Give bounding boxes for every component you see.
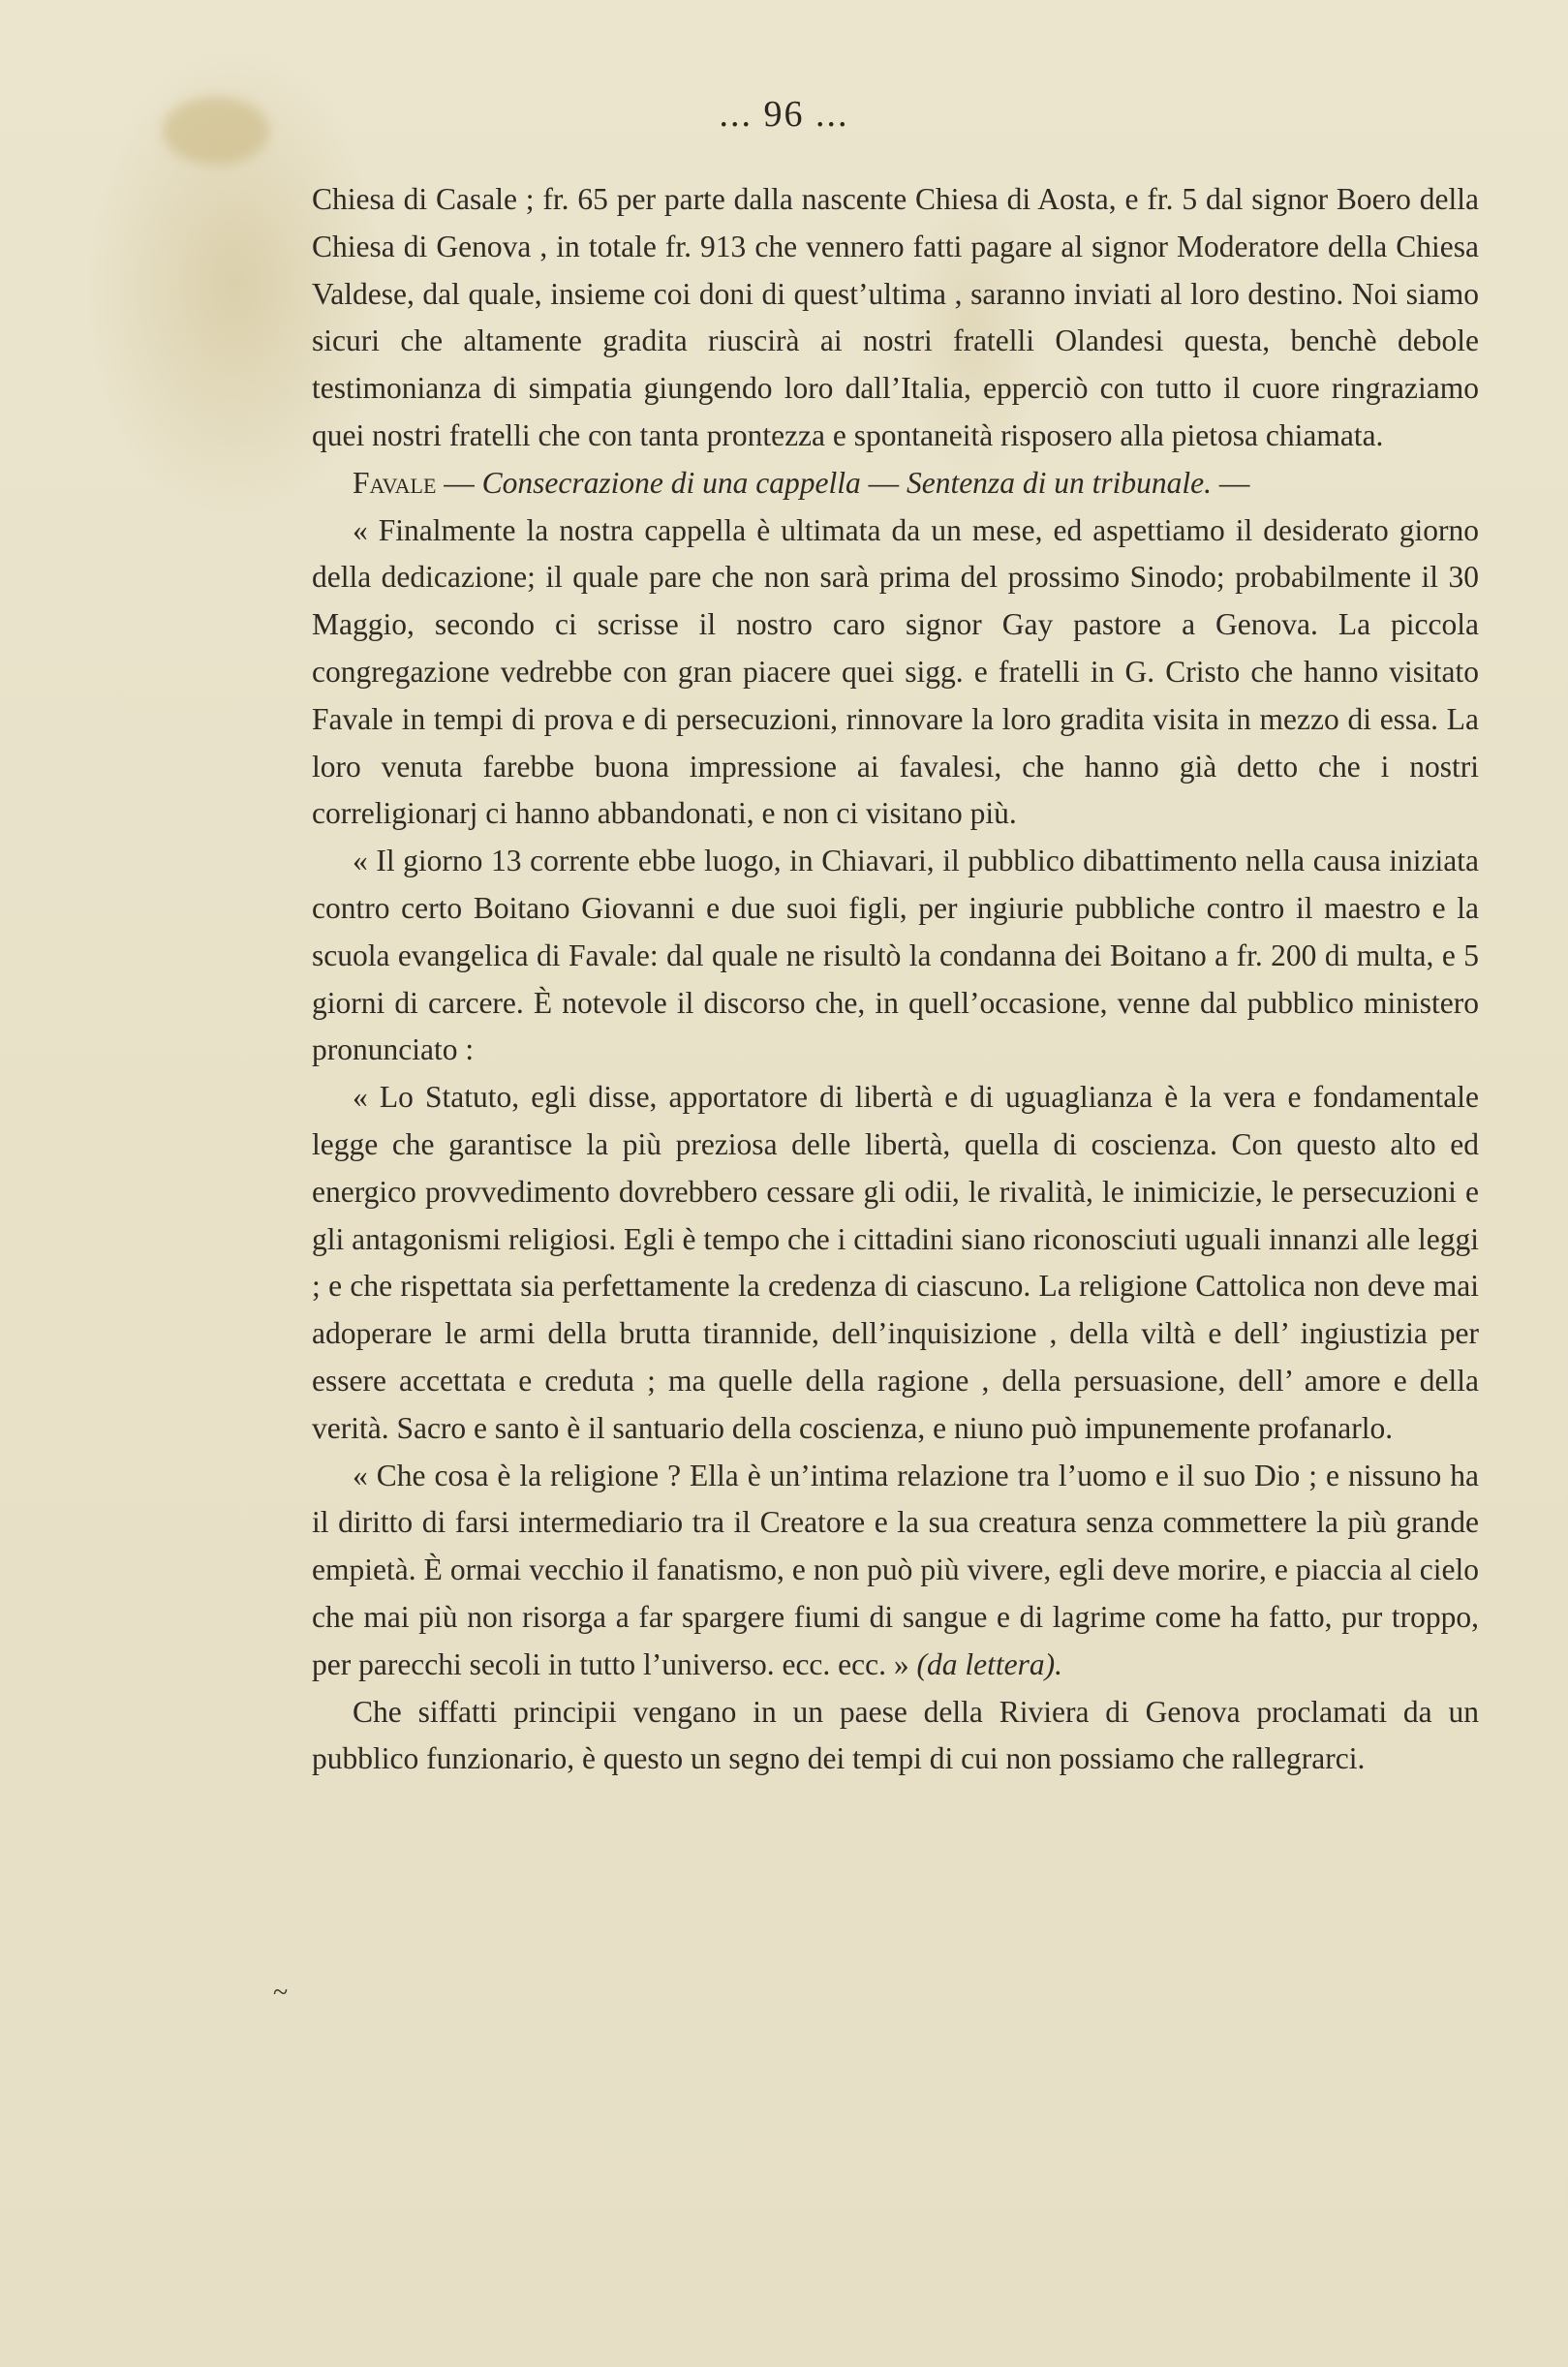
- heading-place: Favale: [353, 465, 437, 500]
- heading-dash: —: [860, 465, 907, 500]
- page-number: ... 96 ...: [719, 94, 849, 135]
- paragraph-religion-quote: [312, 1453, 1479, 1689]
- heading-dash: —: [436, 465, 482, 500]
- paragraph-trial: « Il giorno 13 corrente ebbe luogo, in Chiavari, il pubblico dibattimento nella causa iniziata contro certo Boitano Giovanni e due suoi figli, per ingiurie pubbliche contro il maestro e la scuola evangelica di Favale: dal quale ne risultò la condanna dei Boitano a fr. 200 di multa, e 5 giorni di carcere. È notevole il discorso che, in quell’occasione, venne dal pubblico ministero pronunciato :: [312, 844, 1479, 1067]
- heading-topic-sentence: Sentenza di un tribunale.: [906, 465, 1212, 500]
- paragraph-chapel: « Finalmente la nostra cappella è ultimata da un mese, ed aspettiamo il desiderato giorno della dedicazione; il quale pare che non sarà prima del prossimo Sinodo; probabilmente il 30 Maggio, secondo ci scrisse il nostro caro signor Gay pastore a Genova. La piccola congregazione vedrebbe con gran piacere quei sigg. e fratelli in G. Cristo che hanno visitato Favale in tempi di prova e di persecuzioni, rinnovare la loro gradita visita in mezzo di essa. La loro venuta farebbe buona impressione ai favalesi, che hanno già detto che i nostri correligionarj ci hanno abbandonati, e non ci visitano più.: [312, 512, 1479, 831]
- religion-quote-text: « Che cosa è la religione ? Ella è un’intima relazione tra l’uomo e il suo Dio ; e nissuno ha il diritto di farsi intermediario tra il Creatore e la sua creatura senza commettere la più grande empietà. È ormai vecchio il fanatismo, e non può più vivere, egli deve morire, e piaccia al cielo che mai più non risorga a far spargere fiumi di sangue e di lagrime come ha fatto, pur troppo, per parecchi secoli in tutto l’universo. ecc. ecc. »: [312, 1458, 1479, 1681]
- body-text: [312, 176, 1479, 1783]
- margin-mark: ~: [273, 1978, 289, 2008]
- paragraph-collection-note: Chiesa di Casale ; fr. 65 per parte dalla nascente Chiesa di Aosta, e fr. 5 dal signor Boero della Chiesa di Genova , in totale fr. 913 che vennero fatti pagare al signor Moderatore della Chiesa Valdese, dal quale, insieme coi doni di quest’ultima , saranno inviati al loro destino. Noi siamo sicuri che altamente gradita riuscirà ai nostri fratelli Olandesi questa, benchè debole testimonianza di simpatia giungendo loro dall’Italia, epperciò con tutto il cuore ringraziamo quei nostri fratelli che con tanta prontezza e spontaneità risposero alla pietosa chiamata.: [312, 182, 1479, 452]
- paragraph-statute-quote: « Lo Statuto, egli disse, apportatore di libertà e di uguaglianza è la vera e fondamentale legge che garantisce la più preziosa delle libertà, quella di coscienza. Con questo alto ed energico provvedimento dovrebbero cessare gli odii, le rivalità, le inimicizie, le persecuzioni e gli antagonismi religiosi. Egli è tempo che i cittadini siano riconosciuti uguali innanzi alle leggi ; e che rispettata sia perfettamente la credenza di ciascuno. La religione Cattolica non deve mai adoperare le armi della brutta tirannide, dell’inquisizione , della viltà e dell’ ingiustizia per essere accettata e creduta ; ma quelle della ragione , della persuasione, dell’ amore e della verità. Sacro e santo è il santuario della coscienza, e niuno può impunemente profanarlo.: [312, 1080, 1479, 1445]
- section-heading-favale: [312, 460, 1479, 507]
- quote-source: (da lettera).: [916, 1646, 1062, 1681]
- heading-dash: —: [1211, 465, 1250, 500]
- paragraph-conclusion: Che siffatti principii vengano in un paese della Riviera di Genova proclamati da un pubblico funzionario, è questo un segno dei tempi di cui non possiamo che rallegrarci.: [312, 1694, 1479, 1776]
- heading-topic-chapel: Consecrazione di una cappella: [481, 465, 861, 500]
